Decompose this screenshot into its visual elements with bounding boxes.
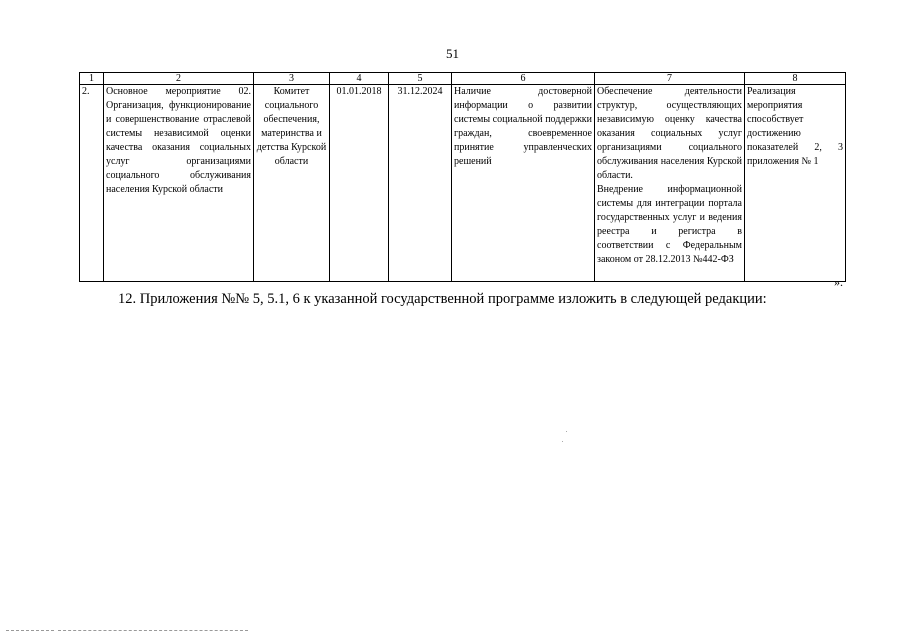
main-tasks-cell [595,85,745,282]
column-header: 5 [389,73,452,85]
page-number: 51 [446,46,459,61]
column-header: 7 [595,73,745,85]
amendment-paragraph: 12. Приложения №№ 5, 5.1, 6 к указанной государственной программе изложить в следующей редакции: [118,291,767,307]
scan-artifact-line [6,630,54,631]
column-header: 3 [254,73,330,85]
closing-quote: ». [834,275,843,289]
program-activities-table [79,72,846,282]
indicator-link-cell: Реализация мероприятия способствует достижению показателей 2, 3 приложения № 1 [745,85,846,282]
column-header: 4 [330,73,389,85]
executor-cell: Комитет социального обеспечения, материнства и детства Курской области [254,85,330,282]
column-header: 1 [80,73,104,85]
table-header-row [80,73,846,85]
main-tasks-text-2: Внедрение информационной системы для интеграции портала государственных услуг и ведения реестра и регистра в соответствии с Федеральным законом от 28.12.2013 №442-ФЗ [597,184,742,265]
start-date-cell: 01.01.2018 [330,85,389,282]
main-tasks-text: Обеспечение деятельности структур, осуществляющих независимую оценку качества оказания социальных услуг организациями социального обслуживания населения Курской области. [597,86,742,181]
expected-result-cell: Наличие достоверной информации о развитии системы социальной поддержки граждан, своевременное принятие управленческих решений [452,85,595,282]
activity-name-cell: Основное мероприятие 02. Организация, функционирование и совершенствование отраслевой системы независимой оценки качества оказания социальных услуг организациями социального обслуживания населения Курской области [104,85,254,282]
table-row [80,85,846,282]
column-header: 6 [452,73,595,85]
column-header: 8 [745,73,846,85]
column-header: 2 [104,73,254,85]
end-date-cell: 31.12.2024 [389,85,452,282]
row-number-cell: 2. [80,85,104,282]
scan-speck [562,441,563,442]
scan-artifact-line [58,630,248,631]
scan-speck [566,431,567,432]
